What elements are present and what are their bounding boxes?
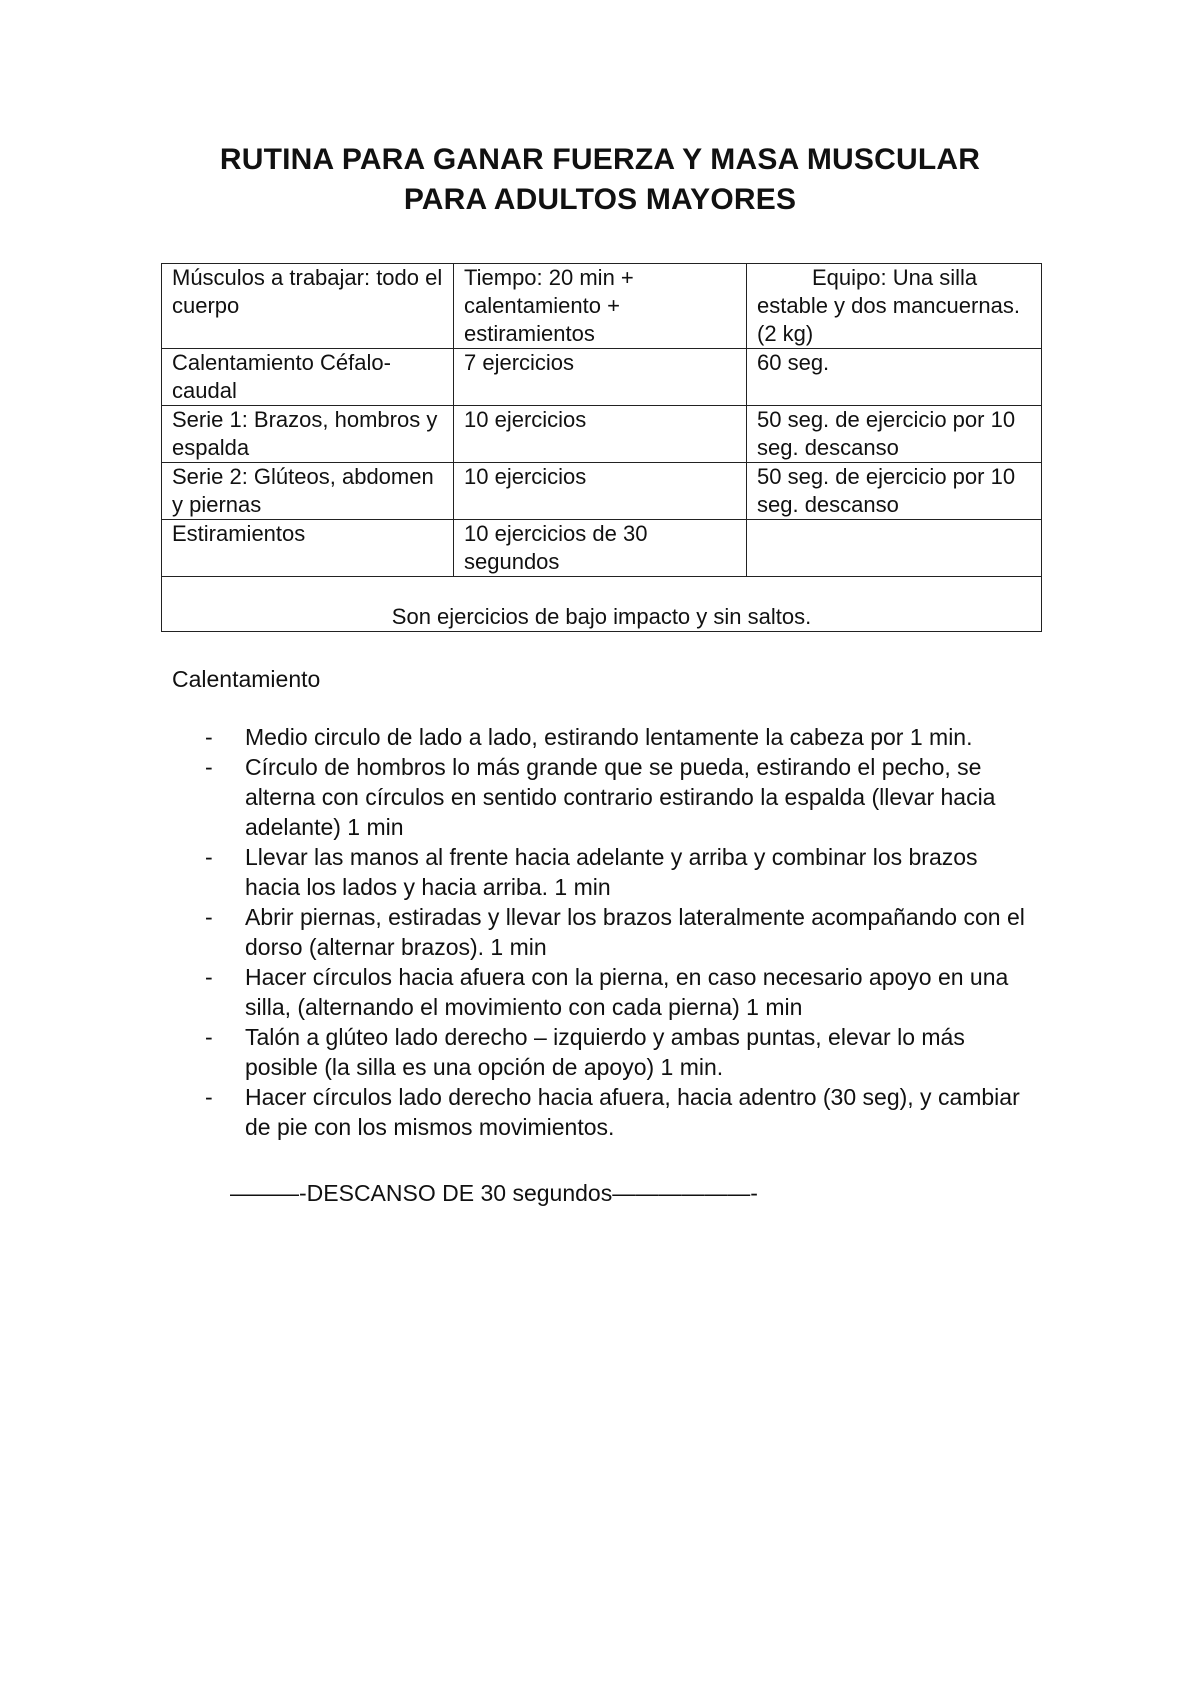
list-item bbox=[205, 722, 1035, 752]
table-cell: Equipo: Una silla estable y dos mancuernas. (2 kg) bbox=[747, 264, 1042, 349]
list-item-text: Círculo de hombros lo más grande que se pueda, estirando el pecho, se alterna con círculos en sentido contrario estirando la espalda (llevar hacia adelante) 1 min bbox=[245, 754, 996, 840]
bullet-dash: - bbox=[205, 724, 213, 750]
table-cell: 10 ejercicios bbox=[454, 463, 747, 520]
bullet-dash: - bbox=[205, 754, 213, 780]
bullet-dash: - bbox=[205, 1084, 213, 1110]
table-cell: Estiramientos bbox=[162, 520, 454, 577]
bullet-dash: - bbox=[205, 964, 213, 990]
routine-summary-table bbox=[161, 263, 1042, 632]
table-cell: Tiempo: 20 min + calentamiento + estiramientos bbox=[454, 264, 747, 349]
title-line-1: RUTINA PARA GANAR FUERZA Y MASA MUSCULAR bbox=[219, 143, 981, 176]
table-cell bbox=[747, 520, 1042, 577]
table-cell: Serie 1: Brazos, hombros y espalda bbox=[162, 406, 454, 463]
table-row bbox=[162, 264, 1042, 349]
list-item bbox=[205, 752, 1035, 842]
list-item-text: Talón a glúteo lado derecho – izquierdo y ambas puntas, elevar lo más posible (la silla es una opción de apoyo) 1 min. bbox=[245, 1024, 965, 1080]
table-cell: 50 seg. de ejercicio por 10 seg. descanso bbox=[747, 406, 1042, 463]
table-cell: Calentamiento Céfalo-caudal bbox=[162, 349, 454, 406]
bullet-dash: - bbox=[205, 844, 213, 870]
list-item-text: Medio circulo de lado a lado, estirando lentamente la cabeza por 1 min. bbox=[245, 724, 973, 750]
table-row bbox=[162, 520, 1042, 577]
list-item-text: Abrir piernas, estiradas y llevar los brazos lateralmente acompañando con el dorso (alternar brazos). 1 min bbox=[245, 904, 1025, 960]
list-item bbox=[205, 962, 1035, 1022]
table-cell: 50 seg. de ejercicio por 10 seg. descanso bbox=[747, 463, 1042, 520]
bullet-dash: - bbox=[205, 904, 213, 930]
table-note: Son ejercicios de bajo impacto y sin saltos. bbox=[162, 577, 1042, 632]
warmup-list bbox=[205, 722, 1035, 1142]
table-row bbox=[162, 406, 1042, 463]
table-row bbox=[162, 463, 1042, 520]
list-item-text: Llevar las manos al frente hacia adelante y arriba y combinar los brazos hacia los lados y hacia arriba. 1 min bbox=[245, 844, 978, 900]
bullet-dash: - bbox=[205, 1024, 213, 1050]
table-row bbox=[162, 349, 1042, 406]
list-item-text: Hacer círculos hacia afuera con la pierna, en caso necesario apoyo en una silla, (alternando el movimiento con cada pierna) 1 min bbox=[245, 964, 1009, 1020]
list-item-text: Hacer círculos lado derecho hacia afuera, hacia adentro (30 seg), y cambiar de pie con los mismos movimientos. bbox=[245, 1084, 1020, 1140]
list-item bbox=[205, 902, 1035, 962]
list-item bbox=[205, 842, 1035, 902]
table-cell: 60 seg. bbox=[747, 349, 1042, 406]
rest-line: ———-DESCANSO DE 30 segundos——————- bbox=[230, 1180, 758, 1206]
table-cell: Músculos a trabajar: todo el cuerpo bbox=[162, 264, 454, 349]
warmup-heading: Calentamiento bbox=[172, 666, 321, 692]
title-line-2: PARA ADULTOS MAYORES bbox=[403, 183, 797, 216]
table-cell: 10 ejercicios bbox=[454, 406, 747, 463]
document-title bbox=[0, 140, 1200, 220]
table-cell: Serie 2: Glúteos, abdomen y piernas bbox=[162, 463, 454, 520]
table-cell: 10 ejercicios de 30 segundos bbox=[454, 520, 747, 577]
table-cell: 7 ejercicios bbox=[454, 349, 747, 406]
list-item bbox=[205, 1082, 1035, 1142]
list-item bbox=[205, 1022, 1035, 1082]
table-row bbox=[162, 577, 1042, 632]
